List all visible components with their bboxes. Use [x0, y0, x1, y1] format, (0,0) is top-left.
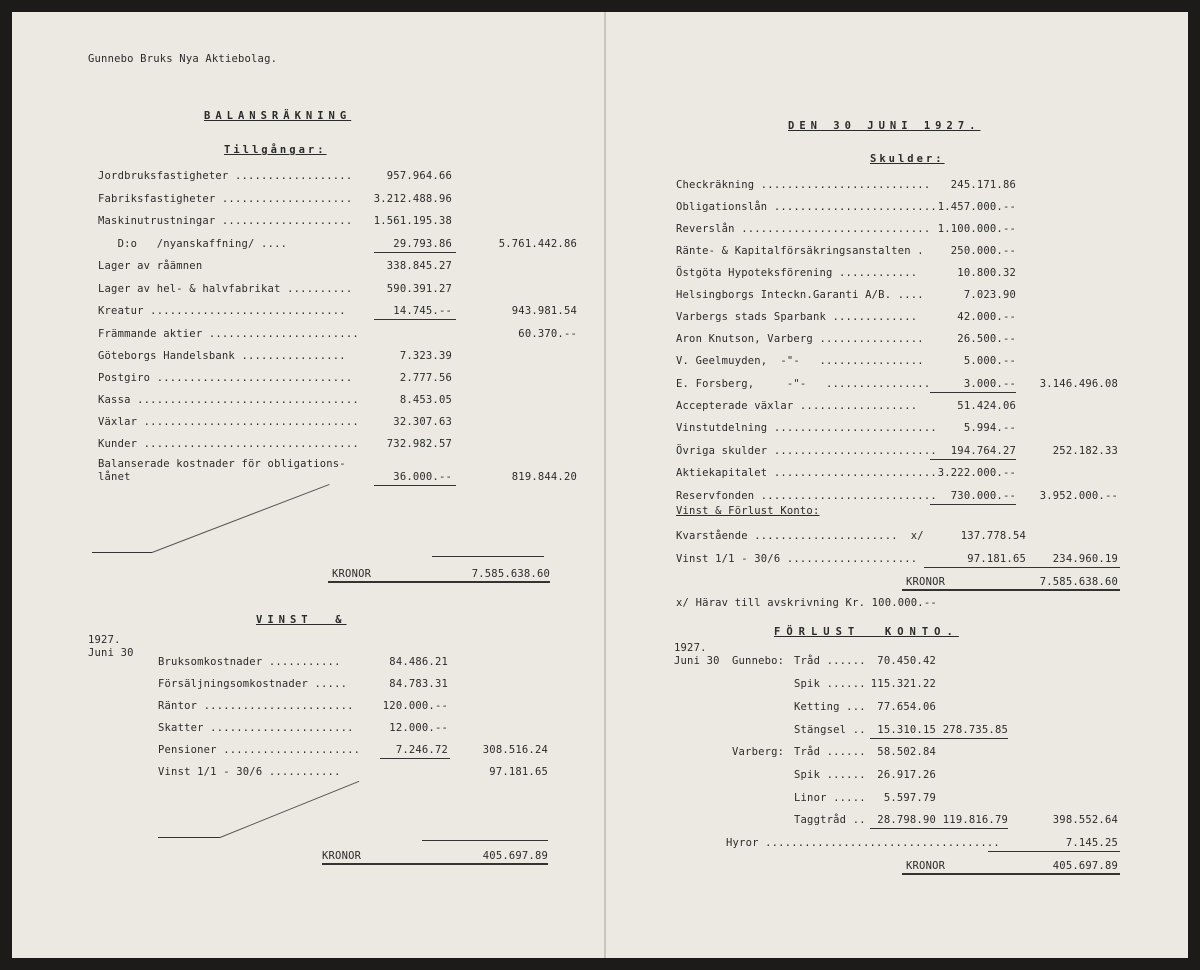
liability-amount: 26.500.-- [957, 333, 1016, 345]
liability-amount: 3.000.-- [963, 378, 1016, 390]
pl-left-label: Skatter ...................... [158, 722, 354, 734]
asset-total: 943.981.54 [511, 305, 577, 317]
pl-left-label: Pensioner ..................... [158, 744, 361, 756]
liability-amount: 51.424.06 [957, 400, 1016, 412]
liability-label: Vinstutdelning ......................... [676, 422, 937, 434]
pl-item-subtotal: 278.735.85 [942, 724, 1008, 736]
asset-label: Kreatur .............................. [98, 305, 346, 317]
liability-label: Checkräkning .......................... [676, 179, 931, 191]
footnote: x/ Härav till avskrivning Kr. 100.000.-- [676, 597, 937, 609]
pl-date-right: Juni 30 [674, 655, 720, 667]
closing-slash [152, 484, 330, 553]
liability-total: 3.952.000.-- [1039, 490, 1118, 502]
pl-left-total: 97.181.65 [489, 766, 548, 778]
liability-amount: 5.000.-- [963, 355, 1016, 367]
pl-item-amount: 26.917.26 [877, 769, 936, 781]
asset-amount: 957.964.66 [386, 170, 452, 182]
asset-label-balanserade: Balanserade kostnader för obligations- [98, 458, 346, 470]
liability-label: Aktiekapitalet ......................... [676, 467, 937, 479]
pl-right-kronor-total: 405.697.89 [1052, 860, 1118, 872]
pl-year-right: 1927. [674, 642, 707, 654]
asset-amount: 590.391.27 [386, 283, 452, 295]
pl-item-label: Spik ...... [794, 678, 866, 690]
asset-label: Främmande aktier ....................... [98, 328, 359, 340]
liability-amount: 3.222.000.-- [937, 467, 1016, 479]
assets-kronor-total: 7.585.638.60 [471, 568, 550, 580]
pl-item-label: Stängsel .. [794, 724, 866, 736]
pl-heading-right: FÖRLUST KONTO. [774, 626, 959, 638]
hyror-amount: 7.145.25 [1065, 837, 1118, 849]
pl-right-kronor-label: KRONOR [906, 860, 946, 872]
pl-date-left: Juni 30 [88, 647, 134, 659]
asset-amount: 3.212.488.96 [373, 193, 452, 205]
liability-label: Varbergs stads Sparbank ............. [676, 311, 918, 323]
pl-left-label: Bruksomkostnader ........... [158, 656, 341, 668]
pl-left-label: Försäljningsomkostnader ..... [158, 678, 348, 690]
liab-kronor-label: KRONOR [906, 576, 946, 588]
liability-label: Reverslån ............................. [676, 223, 931, 235]
hyror-rule [988, 851, 1120, 852]
liability-label: Aron Knutson, Varberg ................ [676, 333, 924, 345]
liability-label: Reservfonden ........................... [676, 490, 937, 502]
balance-heading-left: BALANSRÄKNING [204, 110, 352, 122]
pl-left-total: 308.516.24 [482, 744, 548, 756]
liabilities-title: Skulder: [870, 153, 945, 165]
vinst-amount: 97.181.65 [967, 553, 1026, 565]
pl-item-amount: 70.450.42 [877, 655, 936, 667]
assets-kronor-label: KRONOR [332, 568, 372, 580]
pl-item-subtotal: 119.816.79 [942, 814, 1008, 826]
asset-amount: 2.777.56 [399, 372, 452, 384]
liability-amount: 245.171.86 [950, 179, 1016, 191]
asset-amount: 14.745.-- [393, 305, 452, 317]
pl-left-label: Räntor ....................... [158, 700, 354, 712]
asset-label: Jordbruksfastigheter .................. [98, 170, 353, 182]
liability-amount: 1.100.000.-- [937, 223, 1016, 235]
asset-label-lanet: lånet [98, 471, 131, 483]
liability-label: Övriga skulder ......................... [676, 445, 937, 457]
hyror-label: Hyror .................................... [726, 837, 1000, 849]
pl-item-label: Tråd ...... [794, 655, 866, 667]
asset-label: Kunder ................................. [98, 438, 359, 450]
pl-left-rule [380, 758, 450, 759]
total-rule [432, 556, 544, 557]
pl-left-amount: 7.246.72 [395, 744, 448, 756]
pl-item-amount: 15.310.15 [877, 724, 936, 736]
kvarstaende-amount: 137.778.54 [960, 530, 1026, 542]
asset-label: Lager av råämnen [98, 260, 203, 272]
kronor-rule [328, 581, 550, 583]
pl-left-amount: 12.000.-- [389, 722, 448, 734]
liability-label: E. Forsberg, -"- ................ [676, 378, 931, 390]
pl-item-label: Linor ..... [794, 792, 866, 804]
asset-rule [374, 252, 456, 253]
pl-item-rule [870, 828, 1008, 829]
left-page [12, 12, 604, 958]
asset-amount: 732.982.57 [386, 438, 452, 450]
asset-label: Maskinutrustningar .................... [98, 215, 353, 227]
liab-kronor-total: 7.585.638.60 [1039, 576, 1118, 588]
pl-year-left: 1927. [88, 634, 121, 646]
varberg-total: 398.552.64 [1052, 814, 1118, 826]
liability-amount: 7.023.90 [963, 289, 1016, 301]
liability-label: Östgöta Hypoteksförening ............ [676, 267, 918, 279]
asset-label: Fabriksfastigheter .................... [98, 193, 353, 205]
asset-amount: 8.453.05 [399, 394, 452, 406]
asset-amount: 338.845.27 [386, 260, 452, 272]
pl-right-kronor-rule [902, 873, 1120, 875]
asset-amount-balanserade: 36.000.-- [393, 471, 452, 483]
pl-kronor-rule [322, 863, 548, 865]
pl-item-amount: 5.597.79 [883, 792, 936, 804]
liability-total: 3.146.496.08 [1039, 378, 1118, 390]
pl-left-label: Vinst 1/1 - 30/6 ........... [158, 766, 341, 778]
pl-item-amount: 28.798.90 [877, 814, 936, 826]
liability-amount: 194.764.27 [950, 445, 1016, 457]
pl-total-rule [422, 840, 548, 841]
pl-left-amount: 120.000.-- [382, 700, 448, 712]
closing-rule [92, 552, 152, 553]
liability-label: V. Geelmuyden, -"- ................ [676, 355, 924, 367]
pl-left-kronor-label: KRONOR [322, 850, 362, 862]
liability-label: Helsingborgs Inteckn.Garanti A/B. .... [676, 289, 924, 301]
asset-amount: 29.793.86 [393, 238, 452, 250]
pl-item-label: Tråd ...... [794, 746, 866, 758]
asset-rule [374, 485, 456, 486]
company-name: Gunnebo Bruks Nya Aktiebolag. [88, 53, 278, 65]
pl-closing-rule [158, 837, 220, 838]
pl-item-label: Ketting ... [794, 701, 866, 713]
right-page [606, 12, 1188, 958]
assets-title: Tillgångar: [224, 144, 327, 156]
asset-label: Göteborgs Handelsbank ................ [98, 350, 346, 362]
pl-item-label: Taggtråd .. [794, 814, 866, 826]
asset-total: 5.761.442.86 [498, 238, 577, 250]
vinst-total: 234.960.19 [1052, 553, 1118, 565]
asset-total: 60.370.-- [518, 328, 577, 340]
asset-label: D:o /nyanskaffning/ .... [98, 238, 288, 250]
pl-item-amount: 77.654.06 [877, 701, 936, 713]
vinst-label: Vinst 1/1 - 30/6 .................... [676, 553, 918, 565]
liability-amount: 42.000.-- [957, 311, 1016, 323]
asset-amount: 7.323.39 [399, 350, 452, 362]
liability-rule [930, 504, 1016, 505]
asset-amount: 1.561.195.38 [373, 215, 452, 227]
asset-label: Lager av hel- & halvfabrikat .......... [98, 283, 353, 295]
pl-left-amount: 84.486.21 [389, 656, 448, 668]
liability-label: Accepterade växlar .................. [676, 400, 918, 412]
pl-item-rule [870, 738, 1008, 739]
liability-amount: 10.800.32 [957, 267, 1016, 279]
pl-left-kronor-total: 405.697.89 [482, 850, 548, 862]
liability-amount: 250.000.-- [950, 245, 1016, 257]
asset-label: Postgiro .............................. [98, 372, 353, 384]
liability-label: Obligationslån ......................... [676, 201, 937, 213]
pl-item-label: Spik ...... [794, 769, 866, 781]
liab-kronor-rule [902, 589, 1120, 591]
pl-account-title: Vinst & Förlust Konto: [676, 505, 820, 517]
pl-item-amount: 115.321.22 [870, 678, 936, 690]
vinst-rule [924, 567, 1120, 568]
gunnebo-label: Gunnebo: [732, 655, 785, 667]
liability-total: 252.182.33 [1052, 445, 1118, 457]
asset-amount: 32.307.63 [393, 416, 452, 428]
liability-rule [930, 392, 1016, 393]
liability-amount: 730.000.-- [950, 490, 1016, 502]
kvarstaende-label: Kvarstående ...................... x/ [676, 530, 924, 542]
asset-rule [374, 319, 456, 320]
asset-total-balanserade: 819.844.20 [511, 471, 577, 483]
pl-closing-slash [220, 781, 359, 838]
pl-left-amount: 84.783.31 [389, 678, 448, 690]
liability-rule [930, 459, 1016, 460]
varberg-label: Varberg: [732, 746, 785, 758]
liability-label: Ränte- & Kapitalförsäkringsanstalten . [676, 245, 924, 257]
balance-heading-right: DEN 30 JUNI 1927. [788, 120, 981, 132]
liability-amount: 1.457.000.-- [937, 201, 1016, 213]
pl-item-amount: 58.502.84 [877, 746, 936, 758]
liability-amount: 5.994.-- [963, 422, 1016, 434]
asset-label: Växlar ................................. [98, 416, 359, 428]
asset-label: Kassa .................................. [98, 394, 359, 406]
pl-heading-left: VINST & [256, 614, 347, 626]
